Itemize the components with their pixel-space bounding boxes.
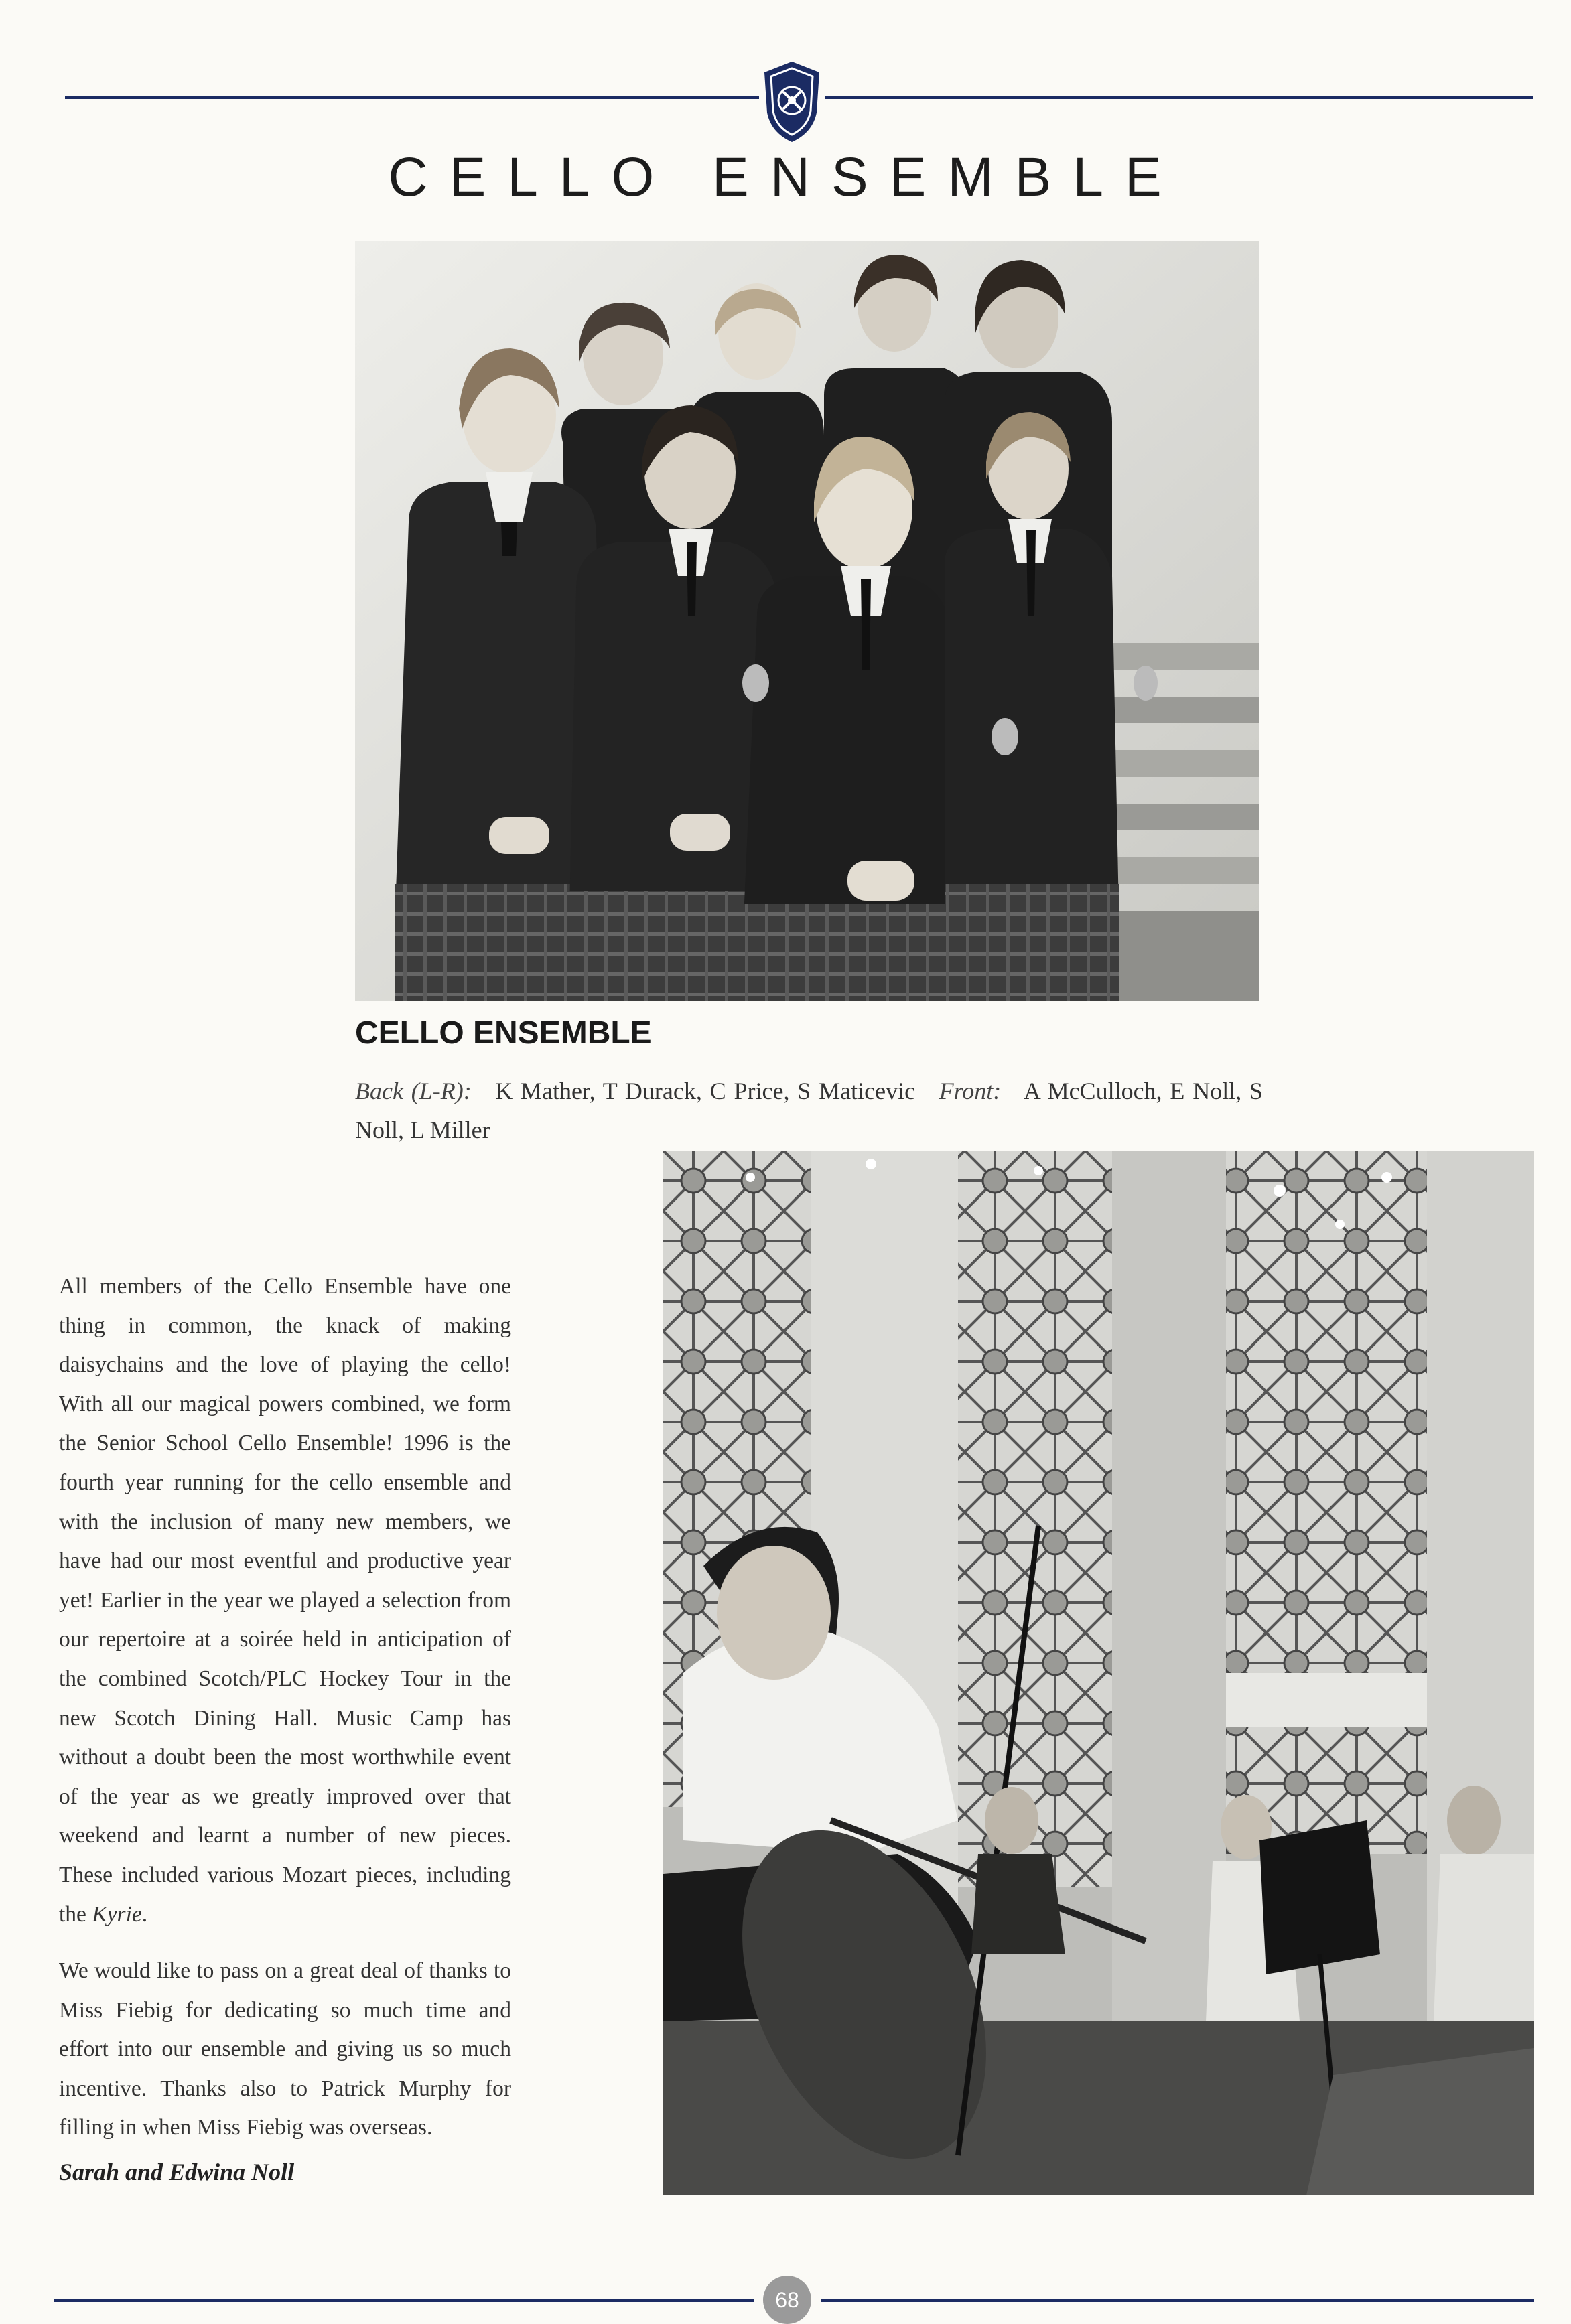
page-title: CELLO ENSEMBLE bbox=[388, 147, 1183, 208]
article-signature: Sarah and Edwina Noll bbox=[59, 2159, 295, 2185]
photo-caption-heading: CELLO ENSEMBLE bbox=[355, 1015, 652, 1051]
back-row-names: K Mather, T Durack, C Price, S Maticevic bbox=[495, 1078, 916, 1104]
back-row-label: Back (L-R): bbox=[355, 1078, 472, 1104]
front-row-label: Front: bbox=[939, 1078, 1002, 1104]
bottom-rule-left bbox=[54, 2299, 754, 2302]
front-row-names: A McCulloch, E Noll, S Noll, L Miller bbox=[355, 1078, 1263, 1143]
top-rule-left bbox=[65, 96, 759, 99]
school-crest-icon bbox=[759, 59, 825, 145]
photo-caption-names bbox=[355, 1072, 1263, 1149]
bottom-rule-right bbox=[821, 2299, 1534, 2302]
performance-photo bbox=[663, 1151, 1534, 2195]
page-number-badge: 68 bbox=[763, 2276, 811, 2324]
article-paragraph-1-text: All members of the Cello Ensemble have one thing in common, the knack of making daisychains and the love of playing the cello! With all our magical powers combined, we form the Senior School Cello Ensemble! 1996 is the fourth year running for the cello ensemble and with the inclusion of many new members, we have had our most eventful and productive year yet! Earlier in the year we played a selection from our repertoire at a soirée held in anticipation of the combined Scotch/PLC Hockey Tour in the new Scotch Dining Hall. Music Camp has without a doubt been the most worthwhile event of the year as we greatly improved over that weekend and learnt a number of new pieces. These included various Mozart pieces, including the bbox=[59, 1274, 511, 1927]
group-photo bbox=[355, 241, 1259, 1001]
article-paragraph-1-end: . bbox=[141, 1901, 148, 1927]
article-paragraph-1 bbox=[59, 1267, 511, 1934]
top-rule-right bbox=[825, 96, 1533, 99]
article-body bbox=[59, 1267, 511, 2165]
kyrie-italic: Kyrie bbox=[92, 1901, 142, 1927]
article-paragraph-2: We would like to pass on a great deal of thanks to Miss Fiebig for dedicating so much time and effort into our ensemble and giving us so much incentive. Thanks also to Patrick Murphy for filling in when Miss Fiebig was overseas. bbox=[59, 1958, 511, 2140]
